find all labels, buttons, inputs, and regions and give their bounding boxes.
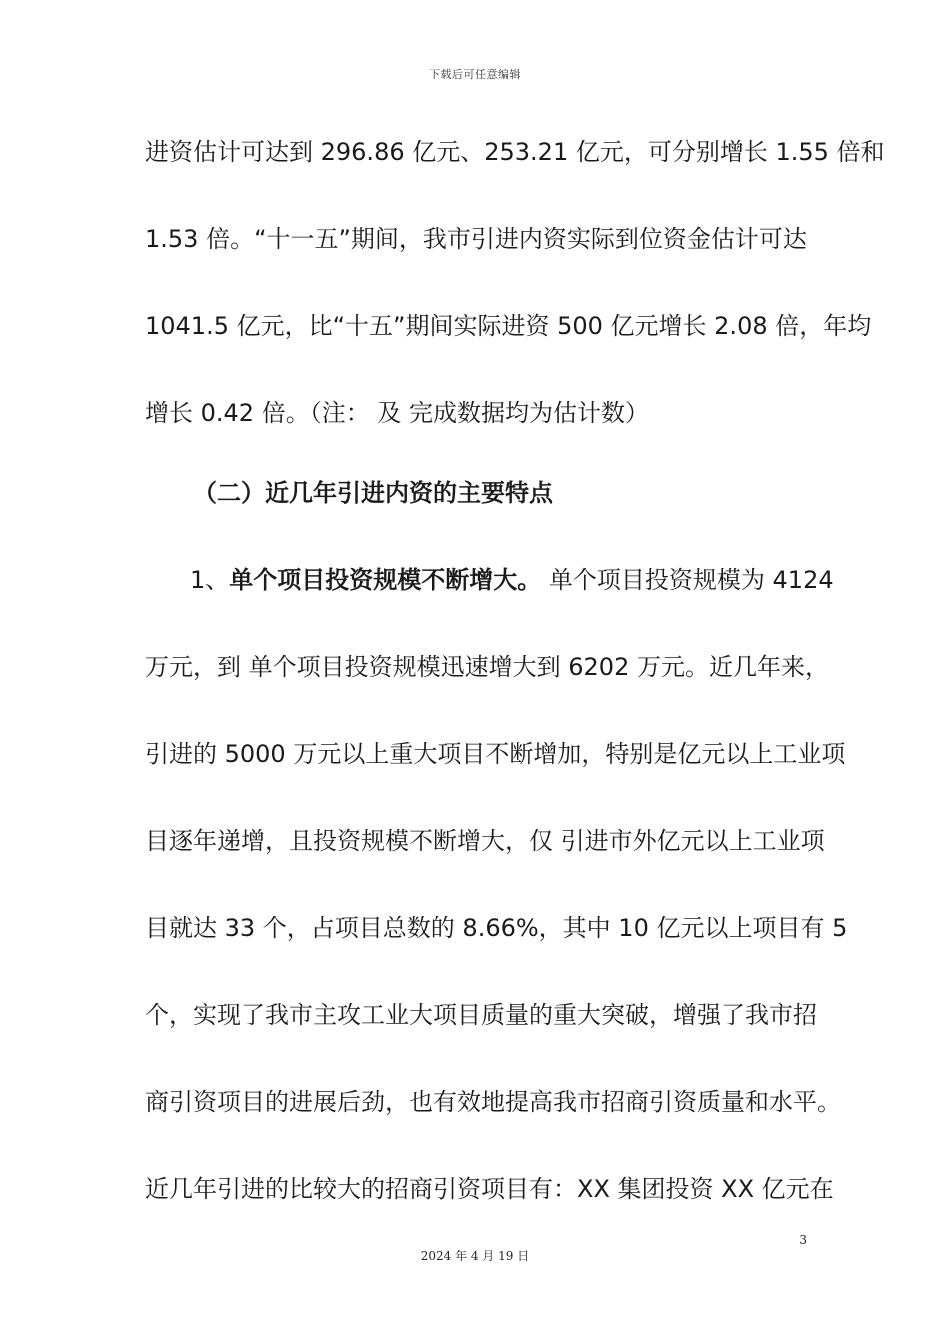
text-line: 商引资项目的进展后劲，也有效地提高我市招商引资质量和水平。 (145, 1088, 841, 1116)
page-header: 下载后可任意编辑 (429, 68, 521, 81)
paragraph-first-line (145, 548, 834, 635)
document-body (145, 120, 885, 1244)
text-line: 1041.5 亿元，比“十五”期间实际进资 500 亿元增长 2.08 倍，年均 (145, 312, 872, 340)
text-line: 目逐年递增，且投资规模不断增大，仅 引进市外亿元以上工业项 (145, 827, 825, 855)
text-line: 个，实现了我市主攻工业大项目质量的重大突破，增强了我市招 (145, 1001, 817, 1029)
text-line: 增长 0.42 倍。（注： 及 完成数据均为估计数） (145, 399, 649, 427)
page-number: 3 (799, 1233, 807, 1247)
text-line: 1.53 倍。“十一五”期间，我市引进内资实际到位资金估计可达 (145, 225, 807, 253)
text-line: 万元，到 单个项目投资规模迅速增大到 6202 万元。近几年来， (145, 653, 829, 681)
paragraph-number: 1、 (190, 566, 230, 594)
paragraph-lead-bold: 单个项目投资规模不断增大。 (229, 566, 542, 594)
section-heading: （二）近几年引进内资的主要特点 (193, 479, 553, 507)
text-line: 引进的 5000 万元以上重大项目不断增加，特别是亿元以上工业项 (145, 740, 846, 768)
text-line: 进资估计可达到 296.86 亿元、253.21 亿元，可分别增长 1.55 倍和 (145, 138, 885, 166)
page-footer-date: 2024 年 4 月 19 日 (420, 1249, 530, 1263)
paragraph-lead-rest: 单个项目投资规模为 4124 (541, 566, 834, 594)
text-line: 目就达 33 个，占项目总数的 8.66%，其中 10 亿元以上项目有 5 (145, 914, 848, 942)
text-line: 近几年引进的比较大的招商引资项目有：XX 集团投资 XX 亿元在 (145, 1175, 834, 1203)
